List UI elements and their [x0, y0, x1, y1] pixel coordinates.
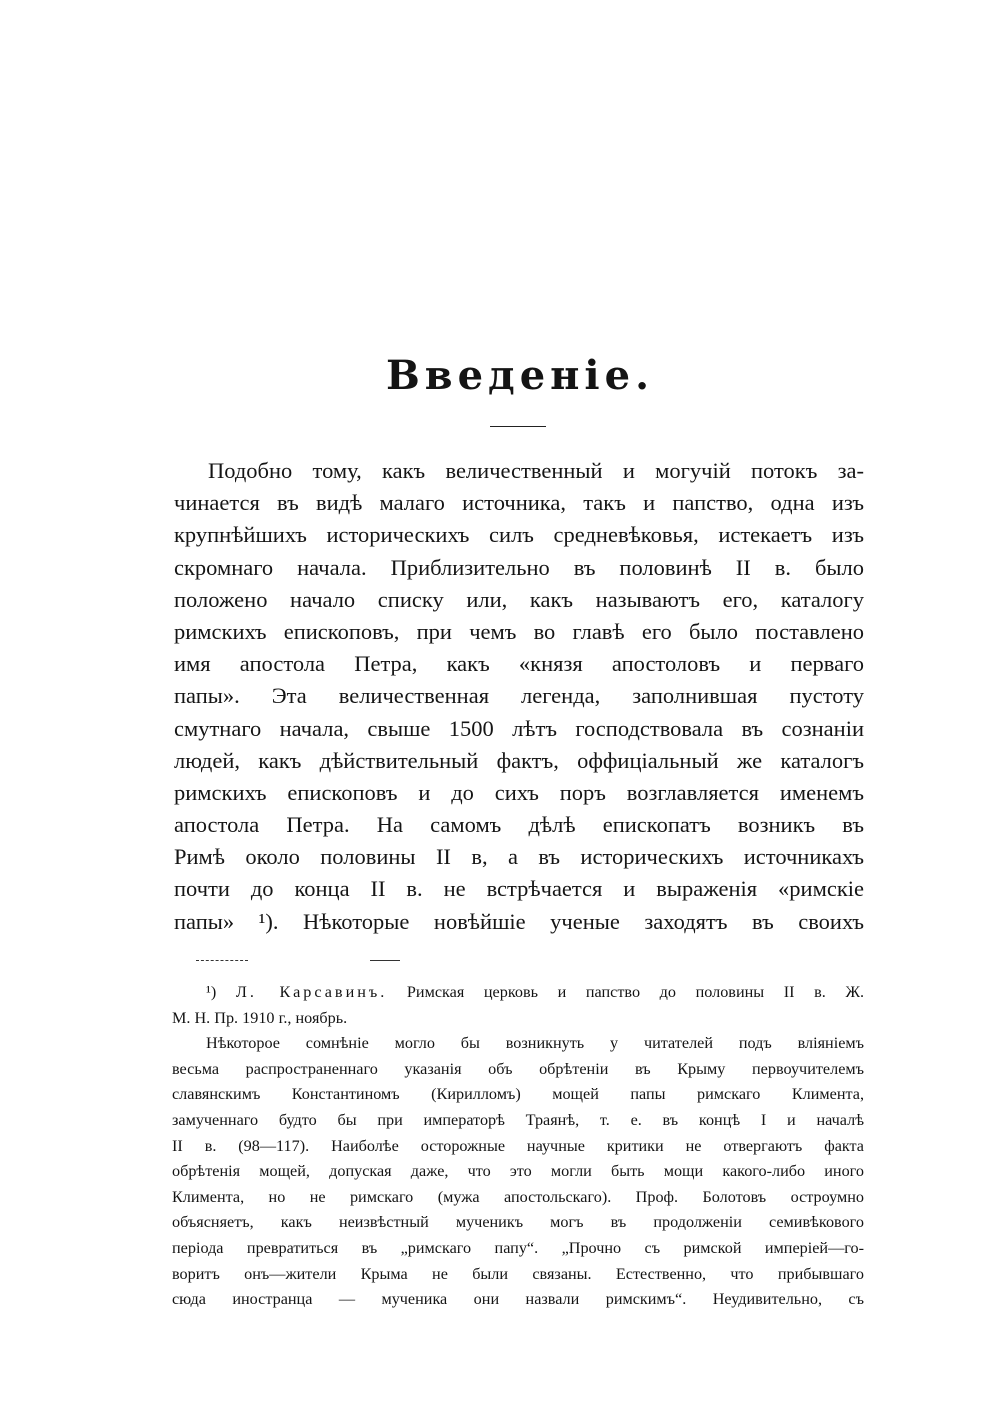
- footnote-source: Римская церковь и папство до половины II в. Ж.: [406, 983, 864, 1001]
- chapter-title: Введеніе.: [385, 352, 654, 399]
- text-line-9: смутнаго начала, свыше 1500 лѣтъ господствовала въ сознаніи: [174, 715, 864, 741]
- text-line-14: почти до конца II в. не встрѣчается и выраженія «римскіе: [174, 876, 864, 902]
- footnote-line-1: [172, 980, 864, 1006]
- text-line-15: папы» ¹). Нѣкоторые новѣйшіе ученые заходятъ въ своихъ: [174, 908, 864, 934]
- text-line-5: положено начало списку или, какъ называютъ его, каталогу: [174, 586, 864, 612]
- note-line-7: Климента, но не римскаго (мужа апостольскаго). Проф. Болотовъ остроумно: [172, 1187, 864, 1206]
- note-line-5: II в. (98—117). Наиболѣе осторожные научные критики не отвергаютъ факта: [172, 1136, 864, 1155]
- note-line-9: періода превратиться въ „римскаго папу“. „Прочно съ римской имперіей—го-: [172, 1238, 864, 1257]
- footnote-divider-left: [196, 960, 248, 961]
- note-paragraph: [172, 1031, 864, 1313]
- footnote-marker: ¹): [206, 983, 217, 1001]
- note-line-8: объясняетъ, какъ неизвѣстный мученикъ могъ въ продолженіи семивѣкового: [172, 1213, 864, 1232]
- footnote-author: Л. Карсавинъ.: [235, 983, 388, 1001]
- text-line-13: Римѣ около половины II в, а въ историческихъ источникахъ: [174, 844, 864, 870]
- note-line-1: Нѣкоторое сомнѣніе могло бы возникнуть у читателей подъ вліяніемъ: [206, 1034, 864, 1053]
- main-text: [174, 455, 864, 938]
- title-rule: [490, 426, 546, 427]
- footnotes-block: [172, 980, 864, 1313]
- note-line-11: сюда иностранца — мученика они назвали римскимъ“. Неудивительно, съ: [172, 1290, 864, 1309]
- text-line-6: римскихъ епископовъ, при чемъ во главѣ его было поставлено: [174, 618, 864, 644]
- note-line-3: славянскимъ Константиномъ (Кирилломъ) мощей папы римскаго Климента,: [172, 1085, 864, 1104]
- text-line-8: папы». Эта величественная легенда, заполнившая пустоту: [174, 683, 864, 709]
- text-line-1: Подобно тому, какъ величественный и могучій потокъ за-: [208, 458, 864, 483]
- text-line-4: скромнаго начала. Приблизительно въ половинѣ II в. было: [174, 554, 864, 580]
- text-line-12: апостола Петра. На самомъ дѣлѣ епископатъ возникъ въ: [174, 812, 864, 838]
- text-line-3: крупнѣйшихъ историческихъ силъ средневѣковья, истекаетъ изъ: [174, 522, 864, 548]
- note-line-10: воритъ онъ—жители Крыма не были связаны. Естественно, что прибывшаго: [172, 1264, 864, 1283]
- note-line-2: весьма распространеннаго указанія объ обрѣтеніи въ Крыму первоучителемъ: [172, 1059, 864, 1078]
- text-line-11: римскихъ епископовъ и до сихъ поръ возглавляется именемъ: [174, 779, 864, 805]
- text-line-7: имя апостола Петра, какъ «князя апостоловъ и перваго: [174, 651, 864, 677]
- note-line-6: обрѣтенія мощей, допуская даже, что это могли быть мощи какого-либо иного: [172, 1162, 864, 1181]
- footnote-line-2: М. Н. Пр. 1910 г., ноябрь.: [172, 1008, 348, 1027]
- text-line-10: людей, какъ дѣйствительный фактъ, оффиціальный же каталогъ: [174, 747, 864, 773]
- text-line-2: чинается въ видѣ малаго источника, такъ и папство, одна изъ: [174, 490, 864, 516]
- footnote-divider-right: [370, 960, 400, 961]
- note-line-4: замученнаго будто бы при императорѣ Траянѣ, т. е. въ концѣ I и началѣ: [172, 1110, 864, 1129]
